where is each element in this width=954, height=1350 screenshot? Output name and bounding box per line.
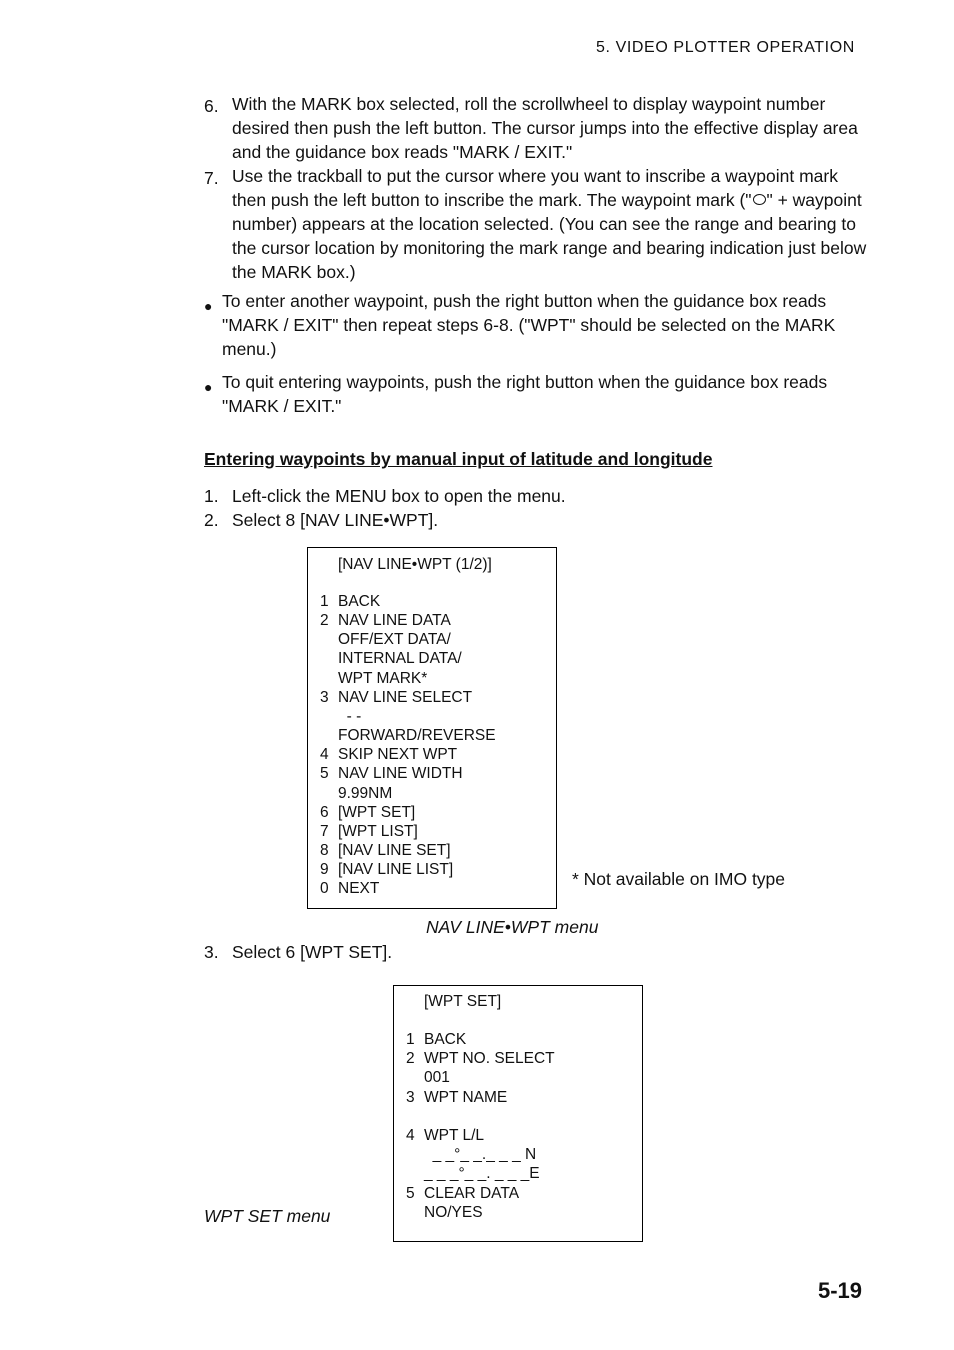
step-number: 7.	[204, 168, 219, 188]
menu-item-label: NAV LINE DATA	[338, 612, 451, 630]
menu-item-value: OFF/EXT DATA/	[338, 631, 451, 649]
menu-item-number: 3	[406, 1088, 415, 1106]
wpt-set-menu	[393, 985, 643, 1242]
step-text: Left-click the MENU box to open the menu.	[232, 486, 566, 506]
menu-item-number: 3	[320, 688, 329, 706]
step-number: 2.	[204, 510, 219, 530]
menu-item-label: [WPT LIST]	[338, 822, 418, 840]
menu-item-number: 6	[320, 803, 329, 821]
menu-item-number: 1	[406, 1031, 415, 1048]
menu-item-value: _ _°_ _._ _ _ N	[424, 1146, 537, 1164]
step-text-part: Use the trackball to put the cursor where you want to inscribe a waypoint mark then push the left button to inscribe the mark. The waypoint mark ("	[232, 166, 838, 210]
menu-item-label: CLEAR DATA	[424, 1184, 520, 1202]
step-text	[232, 164, 868, 284]
bullet-icon: ●	[204, 379, 213, 395]
step-text-part: " + waypoint number) appears at the location selected. (You can see the range and bearing to the cursor location by monitoring the mark range and bearing indication just below the MARK box.)	[232, 190, 867, 282]
running-header: 5. VIDEO PLOTTER OPERATION	[596, 39, 855, 56]
figure-caption: WPT SET menu	[204, 1206, 331, 1226]
menu-item-number: 5	[406, 1184, 415, 1202]
bullet-text: To enter another waypoint, push the right button when the guidance box reads "MARK / EXIT" then repeat steps 6-8. ("WPT" should be selected on the MARK menu.)	[222, 291, 836, 359]
figure-caption: NAV LINE•WPT menu	[426, 917, 599, 937]
menu-item-number: 4	[320, 746, 329, 764]
nav-line-wpt-menu	[307, 547, 557, 909]
step-number: 6.	[204, 96, 219, 116]
menu-title: [WPT SET]	[424, 993, 502, 1010]
menu-item-value: FORWARD/REVERSE	[338, 727, 496, 745]
menu-item-label: WPT NAME	[424, 1088, 508, 1106]
menu-title: [NAV LINE•WPT (1/2)]	[338, 556, 492, 573]
waypoint-mark-icon	[753, 194, 766, 205]
menu-item-label: NAV LINE WIDTH	[338, 765, 463, 783]
menu-item-number: 2	[320, 612, 329, 630]
bullet-icon: ●	[204, 298, 213, 314]
menu-item-number: 7	[320, 822, 329, 840]
menu-item-number: 4	[406, 1127, 415, 1144]
menu-item-number: 9	[320, 861, 329, 879]
menu-item-label: SKIP NEXT WPT	[338, 746, 458, 764]
menu-item-label: NAV LINE SELECT	[338, 688, 473, 706]
menu-item-label: [WPT SET]	[338, 803, 416, 821]
section-heading: Entering waypoints by manual input of latitude and longitude	[204, 449, 713, 469]
step-text: Select 6 [WPT SET].	[232, 942, 393, 962]
menu-item-value: NO/YES	[424, 1203, 483, 1221]
menu-item-value: INTERNAL DATA/	[338, 650, 462, 668]
menu-item-number: 2	[406, 1050, 415, 1068]
menu-item-label: WPT L/L	[424, 1127, 485, 1144]
menu-item-label: [NAV LINE SET]	[338, 841, 451, 859]
menu-item-value: 001	[424, 1069, 450, 1087]
menu-item-value: 9.99NM	[338, 784, 393, 802]
menu-item-value: WPT MARK*	[338, 669, 428, 687]
page-number: 5-19	[818, 1278, 863, 1303]
step-text: Select 8 [NAV LINE•WPT].	[232, 510, 439, 530]
menu-item-number: 1	[320, 593, 329, 610]
step-text: With the MARK box selected, roll the scrollwheel to display waypoint number desired then push the left button. The cursor jumps into the effective display area and the guidance box reads "MARK / EXIT."	[232, 94, 858, 162]
menu-item-number: 0	[320, 880, 329, 898]
menu-item-value: - -	[338, 707, 362, 725]
menu-item-value: _ _ _°_ _. _ _ _E	[424, 1165, 540, 1183]
step-number: 3.	[204, 942, 219, 962]
menu-item-label: NEXT	[338, 880, 380, 898]
bullet-text: To quit entering waypoints, push the right button when the guidance box reads "MARK / EXIT."	[222, 372, 828, 416]
menu-item-label: WPT NO. SELECT	[424, 1050, 555, 1068]
menu-item-number: 5	[320, 765, 329, 783]
step-number: 1.	[204, 486, 219, 506]
menu-item-label: [NAV LINE LIST]	[338, 861, 454, 879]
menu-item-number: 8	[320, 841, 329, 859]
menu-item-label: BACK	[338, 593, 381, 610]
footnote: * Not available on IMO type	[572, 869, 786, 889]
menu-item-label: BACK	[424, 1031, 467, 1048]
